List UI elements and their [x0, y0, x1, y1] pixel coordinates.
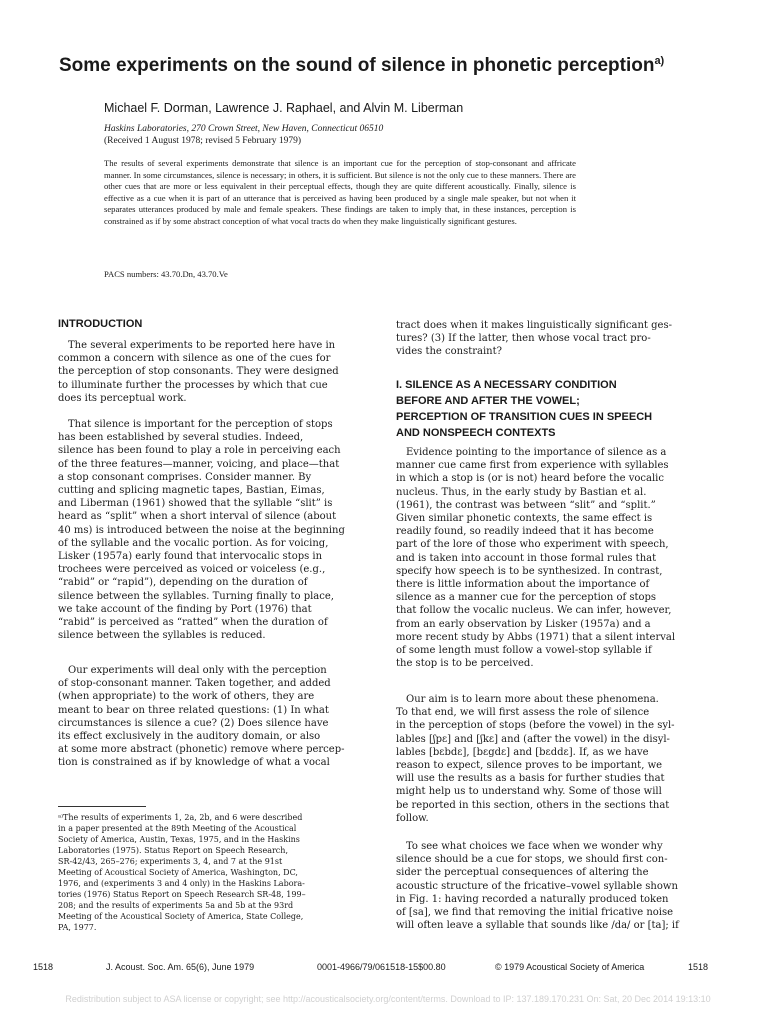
- text-line: at some more abstract (phonetic) remove where percep-: [58, 744, 345, 756]
- text-line: (when appropriate) to the work of others, they are: [58, 691, 315, 703]
- text-line: from an early observation by Lisker (1957a) and a: [396, 618, 651, 630]
- text-line: in which a stop is (or is not) heard before the vocalic: [396, 473, 664, 485]
- text-line: there is little information about the importance of: [396, 579, 650, 591]
- pacs-numbers: PACS numbers: 43.70.Dn, 43.70.Ve: [104, 269, 228, 279]
- text-line: that follow the vocalic nucleus. We can infer, however,: [396, 605, 672, 617]
- text-line: tract does when it makes linguistically significant ges-: [396, 320, 672, 331]
- text-line: of the syllable and the vocalic portion. As for voicing,: [58, 537, 329, 549]
- text-line: might help us to understand why. Some of those will: [396, 786, 662, 798]
- footer-journal-citation: J. Acoust. Soc. Am. 65(6), June 1979: [106, 962, 255, 972]
- text-line: reason to expect, silence proves to be important, we: [396, 760, 663, 772]
- text-line: lables [ʃpɛ] and [ʃkɛ] and (after the vowel) in the disyl-: [396, 733, 670, 745]
- intro-paragraph-2: [58, 418, 378, 642]
- text-line: the perception of stop consonants. They were designed: [58, 366, 339, 378]
- text-line: (1961), the contrast was between “slit” and “split.”: [396, 499, 656, 511]
- text-line: tories (1976) Status Report on Speech Research SR-48, 199–: [58, 890, 306, 899]
- intro-paragraph-3: [58, 664, 378, 770]
- received-dates: (Received 1 August 1978; revised 5 February 1979): [104, 136, 302, 146]
- text-line: we take account of the finding by Port (1976) that: [58, 603, 312, 615]
- text-line: in a paper presented at the 89th Meeting of the Acoustical: [58, 824, 297, 833]
- text-line: 208; and the results of experiments 5a and 5b at the 93rd: [58, 901, 294, 910]
- text-line: tion is constrained as if by knowledge of what a vocal: [58, 757, 330, 769]
- text-line: part of the lore of those who experiment with speech,: [396, 539, 669, 551]
- text-line: Our experiments will deal only with the perception: [68, 665, 327, 676]
- text-line: heard as “split” when a short interval of silence (about: [58, 511, 337, 523]
- text-line: Evidence pointing to the importance of silence as a: [406, 447, 667, 458]
- text-line: To that end, we will first assess the role of silence: [396, 707, 650, 719]
- text-line: does its perceptual work.: [58, 392, 187, 404]
- text-line: SR-42/43, 265–276; experiments 3, 4, and 7 at the 91st: [58, 857, 283, 866]
- distribution-notice: Redistribution subject to ASA license or copyright; see http://acousticalsociety.org/content/terms. Download to IP: 137.189.170.231 On: Sat, 20 Dec 2014 19:13:10: [65, 994, 711, 1004]
- text-line: more recent study by Abbs (1971) that a silent interval: [396, 631, 676, 643]
- text-line: to illuminate further the processes by which that cue: [58, 379, 328, 391]
- text-line: That silence is important for the perception of stops: [68, 419, 333, 430]
- text-line: Lisker (1957a) early found that intervocalic stops in: [58, 551, 323, 563]
- text-line: common a concern with silence as one of the cues for: [58, 353, 331, 365]
- section1-paragraph-2: [396, 693, 714, 825]
- title-footnote-mark: a): [654, 55, 665, 67]
- text-line: tures? (3) If the latter, then whose vocal tract pro-: [396, 333, 651, 345]
- text-line: Our aim is to learn more about these phenomena.: [406, 694, 659, 705]
- text-line: lables [bɛbdɛ], [bɛgdɛ] and [bɛddɛ]. If, as we have: [396, 746, 649, 758]
- footer-page-number-left: 1518: [33, 962, 54, 972]
- text-line: readily found, so readily indeed that it has become: [396, 526, 654, 538]
- text-line: specify how speech is to be synthesized. In contrast,: [396, 565, 663, 577]
- text-line: circumstances is silence a cue? (2) Does silence have: [58, 717, 329, 729]
- text-line: and Liberman (1961) showed that the syllable “slit” is: [58, 498, 333, 510]
- text-line: will use the results as a basis for further studies that: [396, 773, 665, 785]
- text-line: of stop-consonant manner. Taken together, and added: [58, 678, 331, 690]
- text-line: trochees were perceived as voiced or voiceless (e.g.,: [58, 564, 326, 576]
- section-heading-1: [396, 377, 714, 441]
- text-line: the stop is to be perceived.: [396, 658, 534, 670]
- text-line: PA, 1977.: [58, 923, 97, 932]
- text-line: follow.: [396, 812, 429, 824]
- text-line: Meeting of Acoustical Society of America, Washington, DC,: [58, 868, 298, 877]
- text-line: has been established by several studies. Indeed,: [58, 432, 304, 444]
- text-line: nucleus. Thus, in the early study by Bastian et al.: [396, 486, 647, 498]
- text-line: of the three features—manner, voicing, and place—that: [58, 458, 340, 470]
- text-line: 1976, and (experiments 3 and 4 only) in the Haskins Labora-: [58, 879, 305, 888]
- text-line: AND NONSPEECH CONTEXTS: [396, 427, 556, 439]
- intro-paragraph-1: [58, 339, 378, 405]
- section1-paragraph-1: [396, 446, 714, 670]
- text-line: of [sa], we find that removing the initial fricative noise: [396, 907, 674, 919]
- footnote-rule: [58, 806, 146, 807]
- text-line: Meeting of the Acoustical Society of America, State College,: [58, 912, 304, 921]
- text-line: To see what choices we face when we wonder why: [406, 841, 663, 852]
- text-line: will often leave a syllable that sounds like /da/ or [ta]; if: [396, 920, 679, 932]
- intro-paragraph-continued: [396, 319, 714, 359]
- author-list: Michael F. Dorman, Lawrence J. Raphael, and Alvin M. Liberman: [104, 101, 464, 115]
- text-line: manner cue came first from experience with syllables: [396, 460, 669, 472]
- text-line: silence has been found to play a role in perceiving each: [58, 445, 341, 457]
- text-line: in Fig. 1: having recorded a naturally produced token: [396, 893, 669, 905]
- text-line: ᵃ⁾The results of experiments 1, 2a, 2b, and 6 were described: [58, 813, 303, 822]
- text-line: in the perception of stops (before the vowel) in the syl-: [396, 720, 675, 732]
- footnote: [58, 812, 378, 933]
- article-title: [59, 50, 679, 77]
- text-line: be reported in this section, others in the sections that: [396, 799, 670, 811]
- text-line: The several experiments to be reported here have in: [68, 340, 336, 351]
- text-line: its effect exclusively in the auditory domain, or also: [58, 731, 321, 743]
- text-line: Given similar phonetic contexts, the same effect is: [396, 513, 653, 525]
- text-line: Laboratories (1975). Status Report on Speech Research,: [58, 846, 288, 855]
- text-line: silence between the syllables. Turning finally to place,: [58, 590, 334, 602]
- text-line: I. SILENCE AS A NECESSARY CONDITION: [396, 379, 617, 391]
- footer-copyright: © 1979 Acoustical Society of America: [495, 962, 645, 972]
- text-line: silence between the syllables is reduced.: [58, 630, 266, 642]
- text-line: cutting and splicing magnetic tapes, Bastian, Eimas,: [58, 485, 325, 497]
- text-line: a stop consonant comprises. Consider manner. By: [58, 471, 312, 483]
- abstract: The results of several experiments demonstrate that silence is an important cue for the perception of stop-consonant and affricate manner. In some circumstances, silence is necessary; in others, it is sufficient. But silence is not the only cue to these manners. There are other cues that are more or less equivalent in their perceptual effects, though they are quite different acoustically. Finally, silence is effective as a cue when it is part of an utterance that is perceived as having been produced by a single male speaker, but not when it separates utterances produced by male and female speakers. These findings are taken to imply that, in these instances, perception is constrained as if by some abstract conception of what vocal tracts do when they make linguistically significant gestures.: [104, 158, 576, 226]
- section-heading-introduction: INTRODUCTION: [58, 318, 143, 330]
- section1-paragraph-3: [396, 840, 714, 932]
- text-line: acoustic structure of the fricative–vowel syllable shown: [396, 880, 678, 892]
- text-line: vides the constraint?: [396, 346, 503, 358]
- text-line: “rabid” is perceived as “ratted” when the duration of: [58, 617, 328, 629]
- article-title-text: Some experiments on the sound of silence in phonetic perception: [59, 55, 655, 76]
- text-line: meant to bear on three related questions: (1) In what: [58, 704, 329, 716]
- page-footer: [0, 960, 768, 974]
- text-line: PERCEPTION OF TRANSITION CUES IN SPEECH: [396, 411, 653, 423]
- text-line: BEFORE AND AFTER THE VOWEL;: [396, 395, 580, 407]
- footer-article-code: 0001-4966/79/061518-15$00.80: [317, 962, 446, 972]
- text-line: “rabid” or “rapid”), depending on the duration of: [58, 577, 308, 589]
- text-line: of some length must follow a vowel-stop syllable if: [396, 645, 652, 657]
- text-line: sider the perceptual consequences of altering the: [396, 867, 649, 879]
- text-line: and is taken into account in those formal rules that: [396, 552, 657, 564]
- text-line: Society of America, Austin, Texas, 1975, and in the Haskins: [58, 835, 300, 844]
- affiliation: Haskins Laboratories, 270 Crown Street, New Haven, Connecticut 06510: [104, 124, 384, 134]
- text-line: silence as a manner cue for the perception of stops: [396, 592, 657, 604]
- text-line: 40 ms) is introduced between the noise at the beginning: [58, 524, 345, 536]
- text-line: silence should be a cue for stops, we should first con-: [396, 854, 668, 866]
- footer-page-number-right: 1518: [688, 962, 709, 972]
